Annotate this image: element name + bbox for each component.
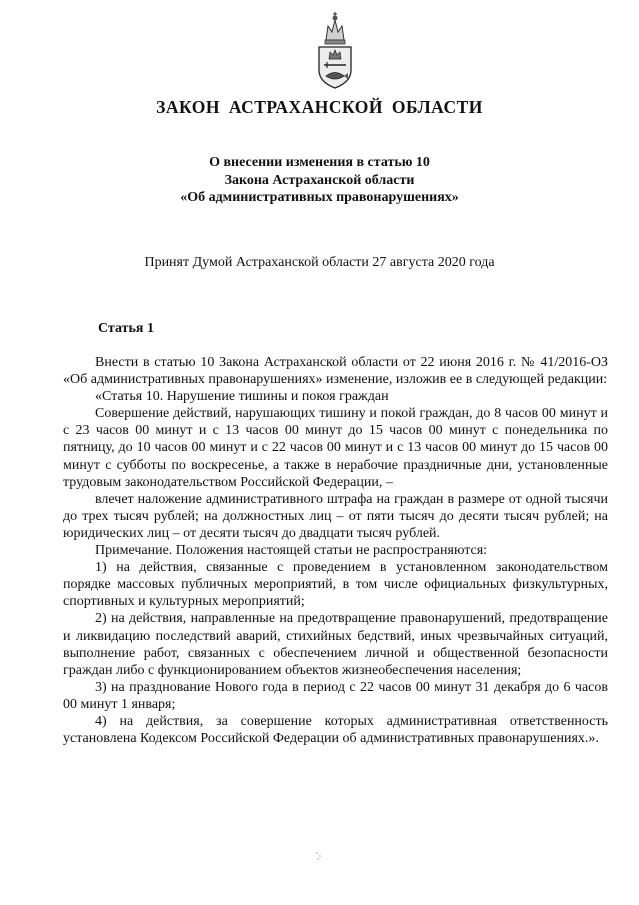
- paragraph: Примечание. Положения настоящей статьи не распространяются:: [95, 543, 488, 559]
- scan-mark-icon: [315, 850, 323, 862]
- law-title: ЗАКОН АСТРАХАНСКОЙ ОБЛАСТИ: [156, 97, 483, 117]
- paragraph: 2) на действия, направленные на предотвращение правонарушений, предотвращение и ликвидацию последствий аварий, стихийных бедствий, иных чрезвычайных ситуаций, выполнение работ, связанных с обеспечением личной и общественной безопасности граждан либо с функционированием объектов жизнеобеспечения населения;: [63, 611, 608, 678]
- paragraph: 3) на празднование Нового года в период с 22 часов 00 минут 31 декабря до 6 часов 00 минут 1 января;: [63, 679, 608, 712]
- adoption-note: Принят Думой Астраханской области 27 августа 2020 года: [144, 255, 495, 270]
- paragraph: влечет наложение административного штрафа на граждан в размере от одной тысячи до трех тысяч рублей; на должностных лиц – от пяти тысяч до десяти тысяч рублей; на юридических лиц – от десяти тысяч до двадцати тысяч рублей.: [63, 491, 608, 541]
- paragraph: 1) на действия, связанные с проведением в установленном законодательством порядке массовых публичных мероприятий, в том числе официальных физкультурных, спортивных и культурных мероприятий;: [63, 560, 608, 610]
- article-body: [63, 354, 608, 747]
- law-subtitle: [0, 154, 639, 207]
- paragraph: Внести в статью 10 Закона Астраханской области от 22 июня 2016 г. № 41/2016-ОЗ «Об административных правонарушениях» изменение, изложив ее в следующей редакции:: [63, 355, 608, 388]
- paragraph: «Статья 10. Нарушение тишины и покоя граждан: [95, 389, 389, 405]
- paragraph: Совершение действий, нарушающих тишину и покой граждан, до 8 часов 00 минут и с 23 часов 00 минут и с 13 часов 00 минут до 15 часов 00 минут с понедельника по пятницу, до 10 часов 00 минут и с 22 часов 00 минут и с 13 часов 00 минут до 15 часов 00 минут с субботы по воскресенье, а также в нерабочие праздничные дни, установленные трудовым законодательством Российской Федерации, –: [63, 406, 608, 490]
- article-heading: Статья 1: [98, 321, 154, 336]
- subtitle-line: О внесении изменения в статью 10: [209, 155, 430, 170]
- subtitle-line: Закона Астраханской области: [224, 172, 415, 188]
- subtitle-line: «Об административных правонарушениях»: [180, 190, 459, 205]
- paragraph: 4) на действия, за совершение которых административная ответственность установлена Кодексом Российской Федерации об административных правонарушениях.».: [63, 713, 608, 747]
- coat-of-arms-icon: [312, 10, 358, 90]
